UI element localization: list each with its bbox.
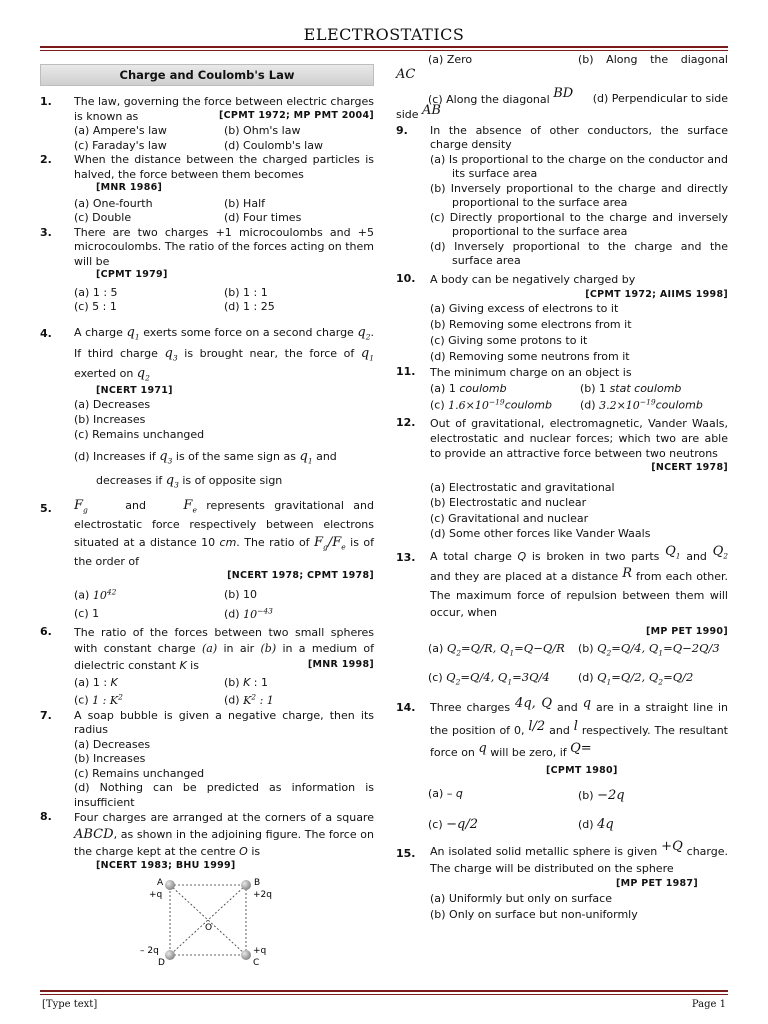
option-c: (c) 5 : 1 (74, 300, 117, 314)
option-a: (a) – q (428, 786, 463, 800)
page-title: ELECTROSTATICS (303, 25, 465, 44)
option-b: (b) Electrostatic and nuclear (430, 496, 587, 510)
math-q3: $q_3$ (164, 345, 178, 363)
question-source: [MP PET 1987] (616, 878, 698, 890)
option-b: (b) Removing some electrons from it (430, 318, 632, 332)
option-a: (a) Giving excess of electrons to it (430, 302, 619, 316)
question-10 (396, 272, 728, 365)
option-b: (b) Increases (74, 752, 146, 766)
question-4 (40, 323, 374, 385)
question-15: 15. An isolated solid metallic sphere is given +Q charge. The charge will be distributed on the sphere [MP PET 1987] (a) Uniformly but only on surface (b) Only on surface but non-uniformly (396, 838, 728, 922)
question-source: [NCERT 1978] (651, 462, 728, 474)
question-1 (40, 95, 374, 153)
question-text: In the absence of other conductors, the surface charge density (430, 123, 728, 152)
left-column (40, 52, 374, 967)
math-fg: $F_g$ (74, 497, 88, 515)
question-text: When the distance between the charged particles is halved, the force between them becomes (74, 153, 374, 181)
option-a: (a) Is proportional to the charge on the conductor and its surface area (430, 152, 728, 181)
label-qb: +2q (253, 889, 272, 900)
option-a: (a) Uniformly but only on surface (430, 892, 612, 906)
question-number: 8. (40, 810, 52, 824)
question-14-options (396, 765, 728, 835)
option-a: (a) Electrostatic and gravitational (430, 481, 615, 495)
label-d: D (158, 957, 165, 967)
option-b: (b) Increases (74, 412, 146, 426)
option-d: (d) 1 : 25 (224, 300, 275, 314)
option-c: (c) $1.6\times 10^{-19}coulomb$ (430, 397, 552, 412)
question-text: The ratio of the forces between two small spheres with constant charge (74, 625, 374, 656)
question-number: 11. (396, 365, 416, 379)
option-d: (d) $K^2$ : 1 (224, 692, 274, 707)
label-qa: +q (149, 889, 163, 900)
question-text: There are two charges +1 microcoulombs and +5 microcoulombs. The ratio of the forces acting on them will be (74, 225, 374, 268)
question-number: 5. (40, 501, 52, 515)
question-source: [CPMT 1979] (96, 269, 168, 281)
question-text: represents gravitational and electrostatic force respectively between electrons situated at a distance 10 (74, 498, 374, 550)
option-b: (b) 10 (224, 587, 258, 601)
option-d: (d) Increases if $q_3$ is of the same sign as $q_1$ and decreases if $q_3$ is of opposite sign (74, 448, 337, 490)
question-text: The law, governing the force between electric charges is known as (74, 95, 374, 123)
footer-placeholder: [Type text] (42, 999, 98, 1010)
question-3 (40, 226, 374, 315)
question-source: [MP PET 1990] (646, 626, 728, 638)
question-number: 2. (40, 153, 52, 167)
question-number: 4. (40, 326, 52, 340)
option-a: (a) 1 coulomb (430, 382, 507, 396)
question-5: 5. $F_g$ and $F_e$ represents gravitational and electrostatic force respectively between electrons situated at a distance 10 cm. The ratio of $F_g/F_e$ is of the order of (40, 496, 374, 571)
question-source: [NCERT 1978; CPMT 1978] (227, 570, 374, 582)
question-number: 15. (396, 846, 416, 860)
footer-rule-thin (40, 994, 728, 995)
question-8: 8. Four charges are arranged at the corners of a square ABCD, as shown in the adjoining figure. The force on the charge kept at the centre O is [NCERT 1983; BHU 1999] (40, 810, 374, 872)
section-title: Charge and Coulomb's Law (40, 64, 374, 86)
option-b: (b) Along the diagonal (578, 53, 728, 66)
option-b: (b) Half (224, 196, 266, 210)
option-a: (a) $Q_2=Q/R$, $Q_1=Q-Q/R$ (428, 641, 565, 658)
question-text: . If third charge (74, 325, 375, 360)
header-rule-thin (40, 50, 728, 51)
option-d: (d) Some other forces like Vander Waals (430, 526, 651, 540)
question-text: Four charges are arranged at the corners of a square (74, 811, 374, 825)
charge-d-sphere (165, 950, 175, 960)
option-c: (c) Double (74, 211, 132, 225)
square-figure (40, 875, 374, 967)
header-rule (40, 46, 728, 48)
option-a: (a) 1 : K (74, 676, 118, 690)
option-c: (c) 1 : $K^2$ (74, 692, 123, 707)
question-number: 9. (396, 123, 408, 137)
question-text: is brought near, the force of (184, 346, 355, 360)
label-qc: +q (253, 945, 267, 956)
question-13: 13. A total charge Q is broken in two parts $Q_1$ and $Q_2$ and they are placed at a distance R from each other. The maximum force of repulsion between them will occur, when [MP PET 1990] (396, 547, 728, 640)
option-c: (c) 1 (74, 607, 100, 621)
label-o: O (205, 922, 213, 933)
question-text: A soap bubble is given a negative charge, then its radius (74, 708, 374, 737)
option-a: (a) Ampere's law (74, 124, 167, 138)
question-7 (40, 709, 374, 811)
question-number: 6. (40, 624, 52, 638)
option-c: (c) −q/2 (428, 817, 479, 833)
option-b: (b) Ohm's law (224, 124, 301, 138)
option-a: (a) One-fourth (74, 196, 153, 210)
question-source: [NCERT 1971] (96, 385, 173, 397)
charge-c-sphere (241, 950, 251, 960)
option-d: (d) 4q (578, 817, 614, 833)
math-q1: $q_1$ (126, 324, 140, 342)
question-11 (396, 365, 728, 413)
option-b: (b) $Q_2=Q/4$, $Q_1=Q-2Q/3$ (578, 641, 720, 658)
math-ac: AC (396, 67, 416, 83)
question-source: [NCERT 1983; BHU 1999] (96, 860, 236, 872)
question-source: [CPMT 1980] (546, 765, 618, 776)
label-c: C (253, 957, 260, 967)
option-b: (b) 1 stat coulomb (580, 382, 682, 396)
page-number: Page 1 (691, 999, 726, 1010)
question-number: 12. (396, 415, 416, 429)
option-b: (b) 1 : 1 (224, 285, 268, 299)
question-number: 7. (40, 708, 52, 722)
option-c: (c) $Q_2=Q/4$, $Q_1=3Q/4$ (428, 670, 550, 687)
math-ab: AB (422, 103, 441, 119)
question-number: 14. (396, 700, 416, 714)
math-q2: $q_2$ (136, 366, 150, 383)
question-2 (40, 153, 374, 226)
question-number: 13. (396, 550, 416, 564)
question-text: exerts some force on a second charge (143, 325, 354, 339)
math-fe: $F_e$ (183, 497, 197, 515)
question-source: [MNR 1986] (96, 182, 163, 194)
option-d: (d) Coulomb's law (224, 138, 323, 152)
math-q2: $q_2$ (357, 324, 371, 342)
option-a: (a) $10^{42}$ (74, 586, 117, 602)
question-text: A charge (74, 325, 123, 339)
question-source: [CPMT 1972; AIIMS 1998] (585, 288, 728, 300)
question-text: exerted on (74, 367, 134, 381)
question-6: 6. The ratio of the forces between two small spheres with constant charge (a) in air (b) in a medium of dielectric constant K is [MNR 1998] (40, 625, 374, 675)
option-d: (d) $Q_1=Q/2$, $Q_2=Q/2$ (578, 670, 694, 687)
option-c: (c) Remains unchanged (74, 766, 205, 780)
option-a: (a) Zero (428, 53, 473, 66)
square-diagram (40, 875, 374, 967)
question-number: 10. (396, 271, 416, 285)
question-number: 3. (40, 225, 52, 239)
label-b: B (254, 877, 261, 888)
option-d: (d) Four times (224, 211, 302, 225)
option-c: (c) Faraday's law (74, 138, 167, 152)
question-9 (396, 124, 728, 269)
question-text: A body can be negatively charged by (430, 272, 636, 286)
question-text: Out of gravitational, electromagnetic, Vander Waals, electrostatic and nuclear forces; which two are able to provide an attractive force between two neutrons (430, 416, 728, 461)
math-ratio: $F_g/F_e$ (314, 535, 346, 552)
option-b: (b) −2q (578, 787, 625, 803)
question-number: 1. (40, 95, 52, 108)
option-b: (b) K : 1 (224, 676, 268, 690)
question-source: [MNR 1998] (307, 658, 374, 670)
label-a: A (157, 877, 164, 888)
question-12 (396, 416, 728, 541)
question-8-options (396, 52, 728, 67)
option-a: (a) Decreases (74, 737, 151, 751)
option-c: (c) Remains unchanged (74, 427, 205, 441)
option-a: (a) Decreases (74, 397, 151, 411)
option-d: (d) Nothing can be predicted as information is insufficient (74, 781, 374, 809)
option-c: (c) Gravitational and nuclear (430, 511, 589, 525)
math-q1: $q_1$ (360, 345, 375, 363)
right-column: (a) Zero (b) Along the diagonal AC (c) Along the diagonal BD (d) Perpendicular to side side AB 9. In the absence of other conductors, the surface charge density (a) Is proportional to the charge on the conductor and its surface area (b) Inversely proportional to the charge and directly proportional to the surface area (c) Directly proportional to the charge and inversely proportional to the surface area (d) Inversely proportional to the charge and the surface area 10. A body can be negatively charged by [CPMT 1972; AIIMS 1998] (a) Giving excess of electrons to it (b) Removing some electrons from it (c) Giving some protons to it (d) Removing some neutrons from it 11. The minimum charge on an object is (a) 1 coulomb (b) 1 stat coulomb (c) $1.6\times 10^{-19}coulomb$ (d) $3.2\times 10^{-19}coulomb$ 12. Out of gravitational, electromagnetic, Vander Waals, electrostatic and nuclear forces; which two are able to provide an attractive force between two neutrons [NCERT 1978] (a) Electrostatic and gravitational (b) Electrostatic and nuclear (c) Gravitational and nuclear (d) Some other forces like Vander Waals 13. A total charge Q is broken in two parts $Q_1$ and $Q_2$ and they are placed at a distance R from each other. The maximum force of repulsion between them will occur, when [MP PET 1990] (a) $Q_2=Q/R$, $Q_1=Q-Q/R$ (b) $Q_2=Q/4$, $Q_1=Q-2Q/3$ (c) $Q_2=Q/4$, $Q_1=3Q/4$ (d) $Q_1=Q/2$, $Q_2=Q/2$ 14. Three charges 4q, Q and q are in a straight line in the position of 0, l/2 and l respectively. The resultant force on q will be zero, if Q= [CPMT 1980] (a) – q (b) −2q (c) −q/2 (d) 4q 15. An isolated solid metallic sphere is given +Q charge. The charge will be distributed on the sphere [MP PET 1987] (a) Uniformly but only on surface (b) Only on surface but non-uniformly (396, 53, 729, 922)
option-a: (a) 1 : 5 (74, 285, 118, 299)
question-text: The minimum charge on an object is (430, 366, 632, 380)
option-d: (d) Perpendicular to side (592, 91, 728, 105)
charge-a-sphere (165, 880, 175, 890)
option-b: (b) Inversely proportional to the charge and directly proportional to the surface area (430, 181, 728, 210)
option-c: (c) Along the diagonal BD (428, 85, 574, 106)
option-b: (b) Only on surface but non-uniformly (430, 908, 638, 922)
option-d: (d) $10^{-43}$ (224, 606, 273, 621)
option-c: (c) Directly proportional to the charge and inversely proportional to the surface area (430, 210, 728, 239)
option-d: (d) Removing some neutrons from it (430, 350, 630, 364)
question-13-options (396, 642, 728, 687)
option-d: (d) Inversely proportional to the charge and the surface area (430, 239, 728, 268)
question-source: [CPMT 1972; MP PMT 2004] (219, 109, 374, 121)
charge-b-sphere (241, 880, 251, 890)
option-c: (c) Giving some protons to it (430, 334, 588, 348)
label-qd: – 2q (140, 945, 159, 956)
option-d: (d) $3.2\times 10^{-19}coulomb$ (580, 397, 703, 412)
question-14: 14. Three charges 4q, Q and q are in a straight line in the position of 0, l/2 and l respectively. The resultant force on q will be zero, if Q= (396, 697, 728, 765)
footer-rule (40, 990, 728, 992)
